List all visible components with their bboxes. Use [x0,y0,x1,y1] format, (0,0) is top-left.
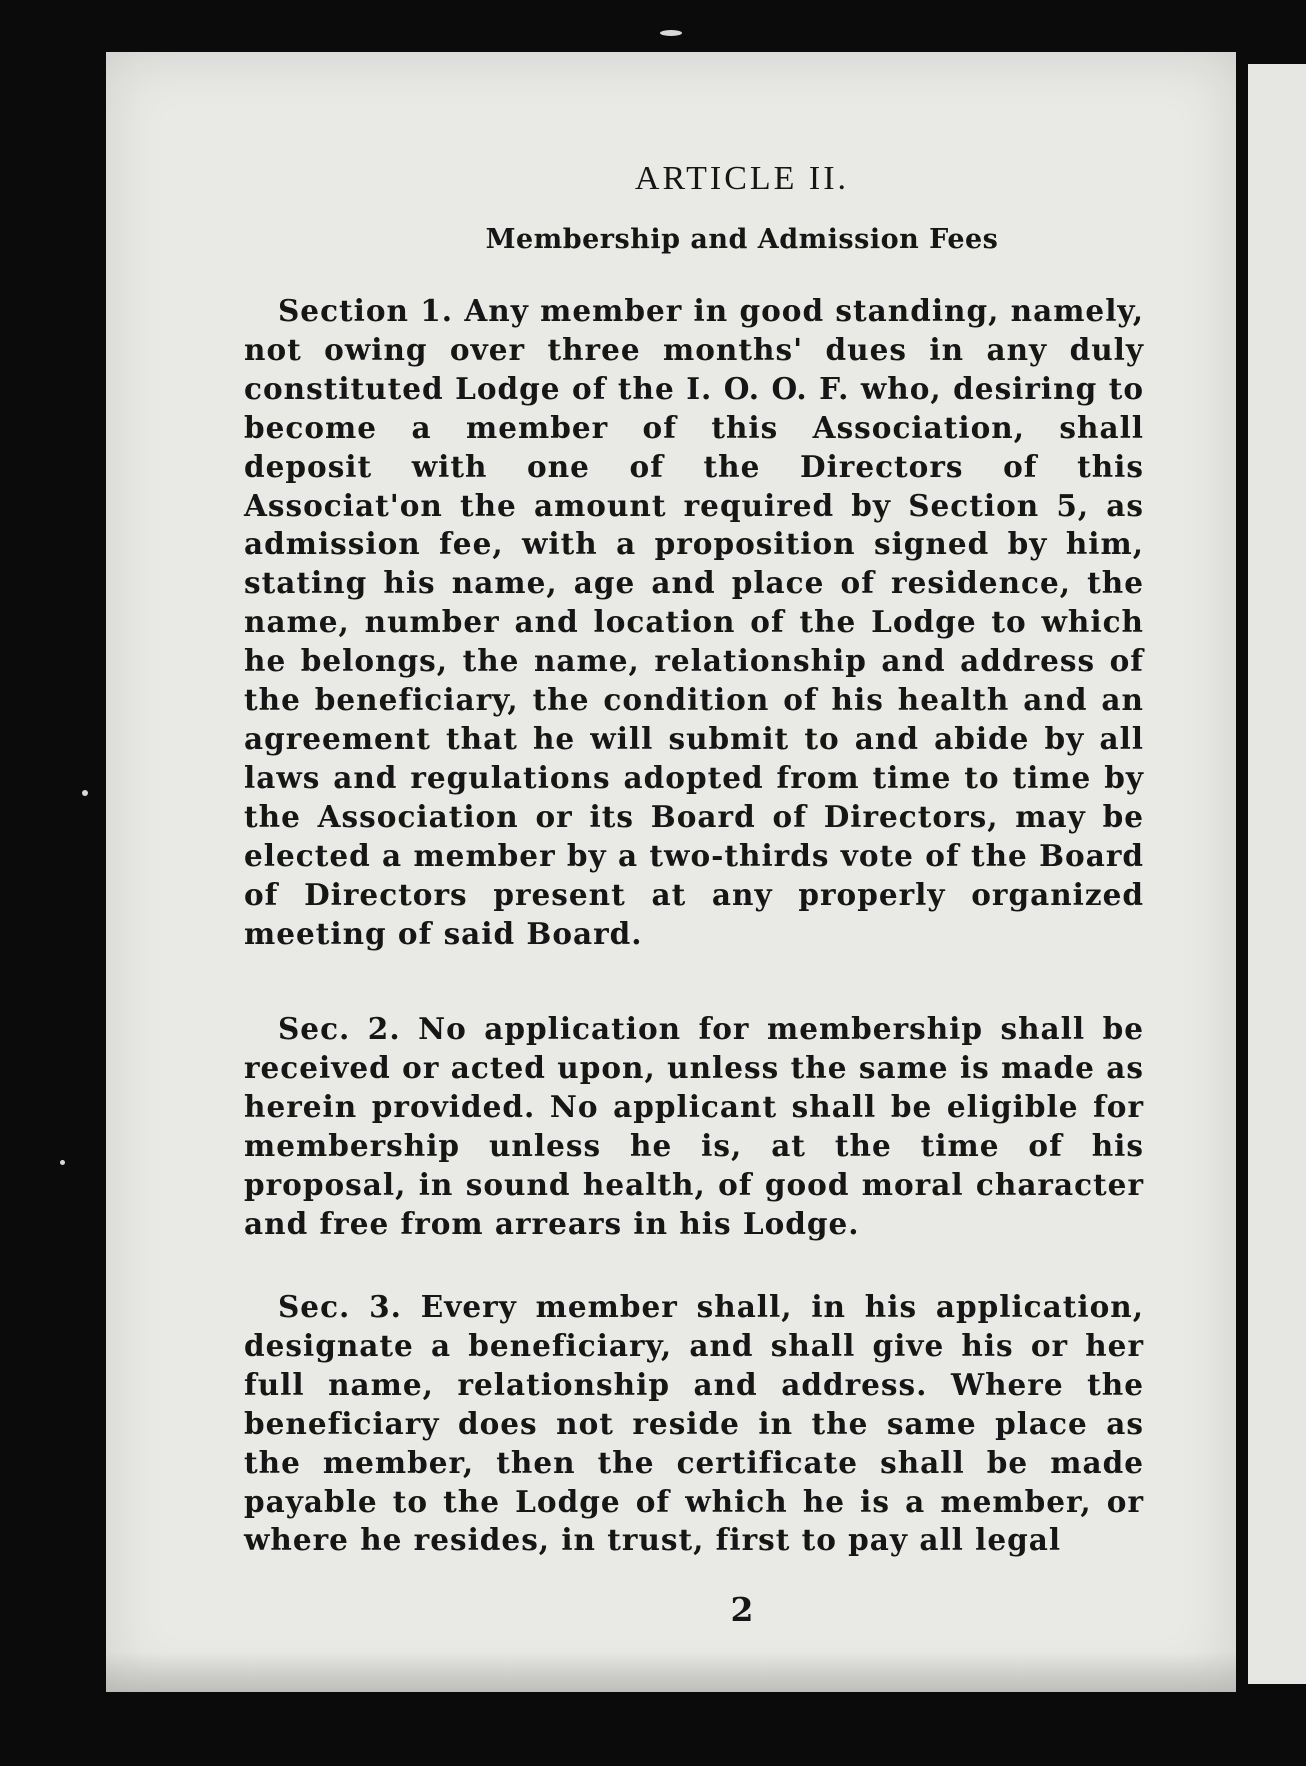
scan-speck [82,790,88,796]
adjacent-page-edge [1248,64,1306,1684]
article-title: ARTICLE II. [634,160,850,197]
section-3-paragraph: Sec. 3. Every member shall, in his application, designate a beneficiary, and shall give his or her full name, relationship and address. Where the beneficiary does not reside in the same place as the member, then the certificate shall be made payable to the Lodge of which he is a member, or where he resides, in trust, first to pay all legal [244,1289,1144,1558]
section-title: Membership and Admission Fees [485,224,999,255]
section-2-paragraph: Sec. 2. No application for membership shall be received or acted upon, unless the same is made as herein provided. No applicant shall be eligible for membership unless he is, at the time of his proposal, in sound health, of good moral character and free from arrears in his Lodge. [244,1011,1144,1241]
document-page [106,52,1236,1692]
page-gutter [1236,60,1248,1700]
section-1-paragraph: Section 1. Any member in good standing, namely, not owing over three months' dues in any duly constituted Lodge of the I. O. O. F. who, desiring to become a member of this Association, shall deposit with one of the Directors of this Associat'on the amount required by Section 5, as admission fee, with a proposition signed by him, stating his name, age and place of residence, the name, number and location of the Lodge to which he belongs, the name, relationship and address of the beneficiary, the condition of his health and an agreement that he will submit to and abide by all laws and regulations adopted from time to time by the Association or its Board of Directors, may be elected a member by a two-thirds vote of the Board of Directors present at any properly organized meeting of said Board. [244,293,1144,951]
scan-speck [60,1160,65,1165]
page-number: 2 [730,1590,754,1629]
scan-speck [660,30,682,36]
